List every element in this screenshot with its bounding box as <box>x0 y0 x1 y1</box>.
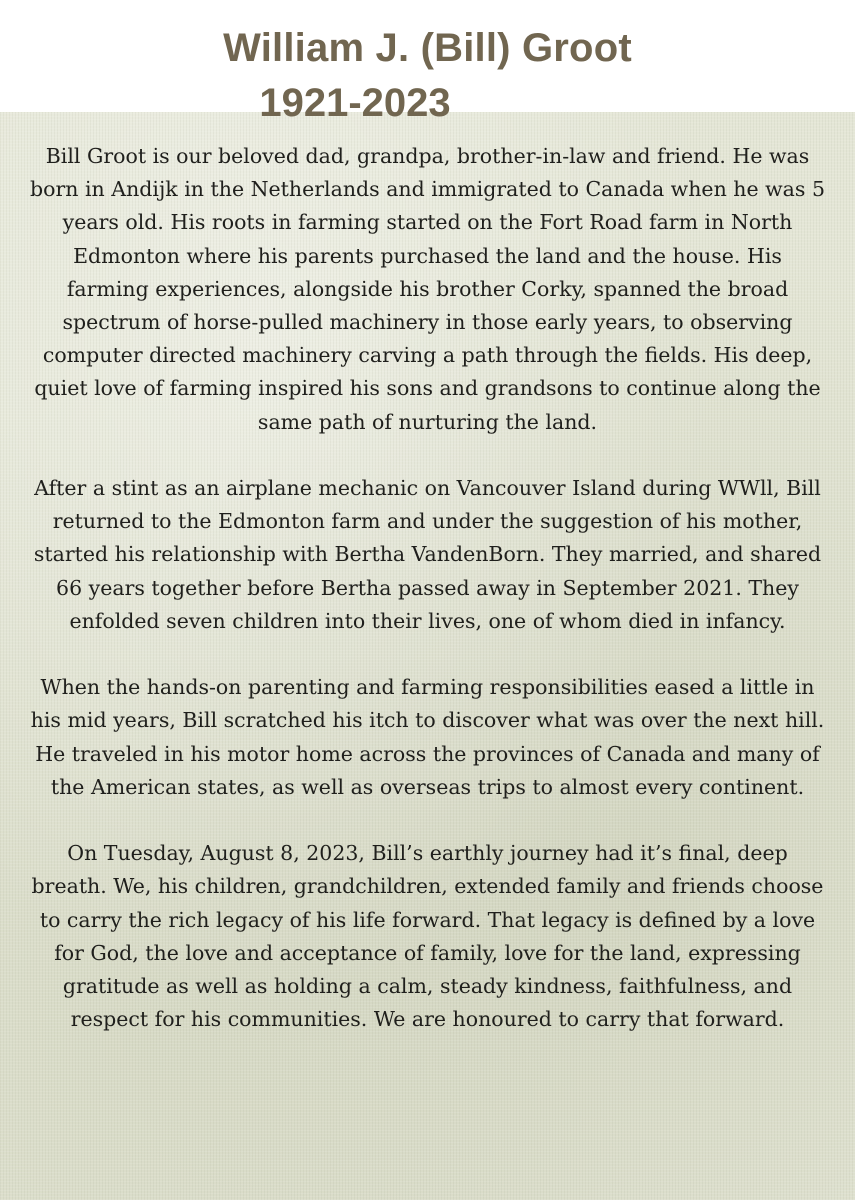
paragraph-legacy: On Tuesday, August 8, 2023, Bill’s earthly journey had it’s final, deep breath. We, his children, grandchildren, extended family and friends choose to carry the rich legacy of his life forward. That legacy is defined by a love for God, the love and acceptance of family, love for the land, expressing gratitude as well as holding a calm, steady kindness, faithfulness, and respect for his communities. We are honoured to carry that forward. <box>31 841 824 1032</box>
obituary-body <box>30 140 825 1036</box>
obituary-name-heading: William J. (Bill) Groot <box>223 26 632 70</box>
life-years-heading: 1921-2023 <box>259 81 451 125</box>
paragraph-marriage: After a stint as an airplane mechanic on Vancouver Island during WWll, Bill returned to the Edmonton farm and under the suggestion of his mother, started his relationship with Bertha VandenBorn. They married, and shared 66 years together before Bertha passed away in September 2021. They enfolded seven children into their lives, one of whom died in infancy. <box>33 476 822 633</box>
paragraph-travels: When the hands-on parenting and farming responsibilities eased a little in his mid years, Bill scratched his itch to discover what was over the next hill. He traveled in his motor home across the provinces of Canada and many of the American states, as well as overseas trips to almost every continent. <box>30 675 825 799</box>
paragraph-early-life: Bill Groot is our beloved dad, grandpa, brother-in-law and friend. He was born in Andijk in the Netherlands and immigrated to Canada when he was 5 years old. His roots in farming started on the Fort Road farm in North Edmonton where his parents purchased the land and the house. His farming experiences, alongside his brother Corky, spanned the broad spectrum of horse-pulled machinery in those early years, to observing computer directed machinery carving a path through the fields. His deep, quiet love of farming inspired his sons and grandsons to continue along the same path of nurturing the land. <box>30 144 825 434</box>
